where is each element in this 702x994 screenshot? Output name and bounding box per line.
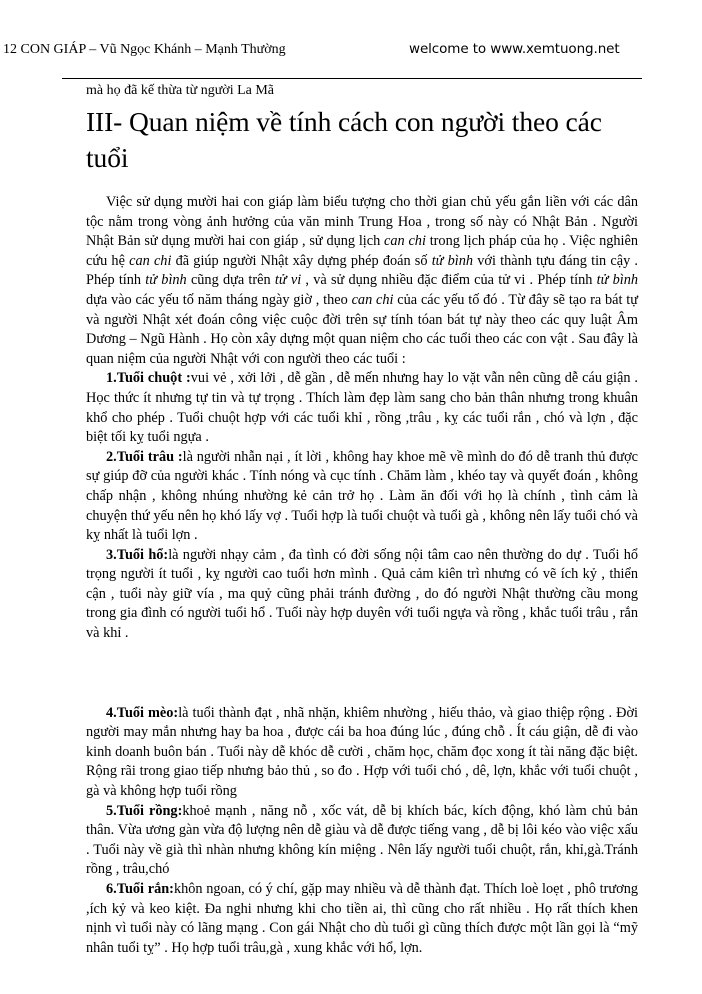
intro-text: của các yếu tố đó . Từ đây sẽ tạo ra bát tự và người Nhật xét đoán công việc cuộc đời trên sự tính tóan bát tự này theo các quy luật Âm Dương – Ngũ Hành . Họ còn xây dựng một quan niệm cho các tuổi theo các con vật . Sau đây là quan niệm của người Nhật với con người theo các tuổi : [86, 291, 639, 367]
intro-text: với thành tựu đáng tin cậy . Phép tính [86, 252, 638, 289]
intro-text: , và sử dụng nhiều đặc điểm của tử vi . Phép tính [301, 272, 597, 289]
intro-text: cũng dựa trên [186, 272, 275, 289]
header-divider [62, 78, 642, 79]
intro-text: trong lịch pháp của họ . Việc nghiên cứu hệ [86, 233, 638, 269]
term-can-chi: can chi [384, 233, 426, 250]
entry-text: vui vẻ , xởi lởi , dễ gần , dễ mến nhưng hay lo vặt vẫn nên cũng dễ cáu giận . Học thức ít nhưng tự tin và tự trọng . Thích làm đẹp làm sang cho bản thân nhưng trong khuân khổ cho phép . Tuổi chuột hợp với các tuổi khỉ , rồng ,trâu , kỵ các tuổi rắn , chó và lợn , đặc biệt tối kỵ tuổi ngựa . [86, 370, 638, 446]
entry-buffalo [86, 448, 638, 546]
entry-snake [86, 880, 638, 958]
carry-over-line: mà họ đã kế thừa từ người La Mã [86, 83, 275, 98]
term-can-chi: can chi [351, 291, 394, 308]
entry-cat [86, 704, 638, 802]
intro-paragraph [86, 193, 638, 369]
term-tu-vi: tử vi [274, 272, 302, 289]
term-tu-binh: tử bình [145, 272, 187, 289]
running-header-website: welcome to www.xemtuong.net [409, 41, 620, 57]
entry-tiger [86, 546, 638, 644]
term-tu-binh: tử bình [596, 272, 639, 289]
intro-text: Việc sử dụng mười hai con giáp làm biểu tượng cho thời gian chủ yếu gắn liền với các dân tộc nằm trong vòng ảnh hưởng của văn minh Trung Hoa , trong số này có Nhật Bản . Người Nhật Bản sử dụng mười hai con giáp , sử dụng lịch [86, 194, 638, 250]
entry-text: là người nhẫn nại , ít lời , không hay khoe mẽ về mình do đó dễ tranh thủ được sự giúp đỡ của người khác . Tính nóng và cục tính . Chăm làm , khéo tay và quyết đoán , không chấp nhận , không nhúng nhường kẻ cản trở họ . Làm ăn đối với họ là chính , tình cảm là chuyện thứ yếu nên họ khó lấy vợ . Tuổi hợp là tuổi chuột và tuổi gà , không nên lấy tuổi chó và kỵ nhất là tuổi lợn . [86, 448, 638, 544]
term-tu-binh: tử bình [431, 252, 474, 269]
entry-label: 4.Tuổi mèo: [106, 704, 179, 721]
term-can-chi: can chi [129, 252, 172, 269]
section-title: III- Quan niệm về tính cách con người theo các tuổi [86, 106, 602, 173]
page-body [86, 81, 638, 958]
entry-label: 5.Tuổi rồng: [106, 802, 183, 819]
entry-dragon [86, 802, 638, 880]
entry-text: là người nhạy cảm , đa tình có đời sống nội tâm cao nên thường do dự . Tuổi hổ trọng người ít tuổi , kỵ người cao tuổi hơn mình . Quả cảm kiên trì nhưng có vẽ ích kỷ , thiển cận , tuổi này giữ vía , ma quỷ cũng phải tránh đường , do đó người Nhật thường cầu mong trong gia đình có người tuổi hổ . Tuổi này hợp duyên với tuổi ngựa và rồng , khắc tuổi trâu , rắn và khỉ . [86, 546, 639, 642]
entry-label: 3.Tuổi hổ: [106, 546, 169, 563]
entry-label: 2.Tuổi trâu : [106, 448, 183, 465]
entry-text: khoẻ mạnh , năng nỗ , xốc vát, dễ bị khích bác, kích động, khó làm chủ bản thân. Vừa ương gàn vừa độ lượng nên dễ giàu và dễ được tiếng vang , dễ bị lôi kéo vào việc xấu . Tuổi này về già thì nhàn nhưng không kín miệng . Nên lấy người tuổi chuột, rắn, khỉ,gà.Tránh rồng , trâu,chó [86, 802, 638, 878]
page-break-gap [86, 644, 638, 704]
entry-rat [86, 369, 638, 447]
running-header-title: 12 CON GIÁP – Vũ Ngọc Khánh – Mạnh Thường [3, 42, 286, 57]
entry-label: 6.Tuổi rắn: [106, 881, 174, 897]
intro-text: dựa vào các yếu tố năm tháng ngày giờ , theo [86, 291, 352, 308]
intro-text: đã giúp người Nhật xây dựng phép đoán số [171, 252, 432, 269]
entry-text: là tuổi thành đạt , nhã nhặn, khiêm nhường , hiếu thảo, và giao thiệp rộng . Đời người may mắn nhưng hay ba hoa , được cái ba hoa đúng lúc , đúng chỗ . Ít cáu giận, dễ đi vào kinh doanh buôn bán . Tuổi này dễ khóc dễ cười , chăm học, chăm đọc xong ít tài năng đặc biệt. Rộng rãi trong giao tiếp nhưng bảo thủ , so đo . Hợp với tuổi chó , dê, lợn, khắc với tuổi chuột , gà và không hợp tuổi rồng [86, 704, 638, 800]
entry-label: 1.Tuổi chuột : [106, 370, 191, 387]
entry-text: khôn ngoan, có ý chí, gặp may nhiều và dễ thành đạt. Thích loè loẹt , phô trương ,ích kỷ và keo kiệt. Đa nghi nhưng khi cho tiền ai, thì cũng cho rất nhiều . Họ rất thích khen nịnh vì tuổi này có lãng mạng . Con gái Nhật cho dù tuổi gì cũng thích được một lần gọi là “mỹ nhân tuổi tỵ” . Họ hợp tuổi trâu,gà , xung khắc với hổ, lợn. [86, 881, 638, 956]
